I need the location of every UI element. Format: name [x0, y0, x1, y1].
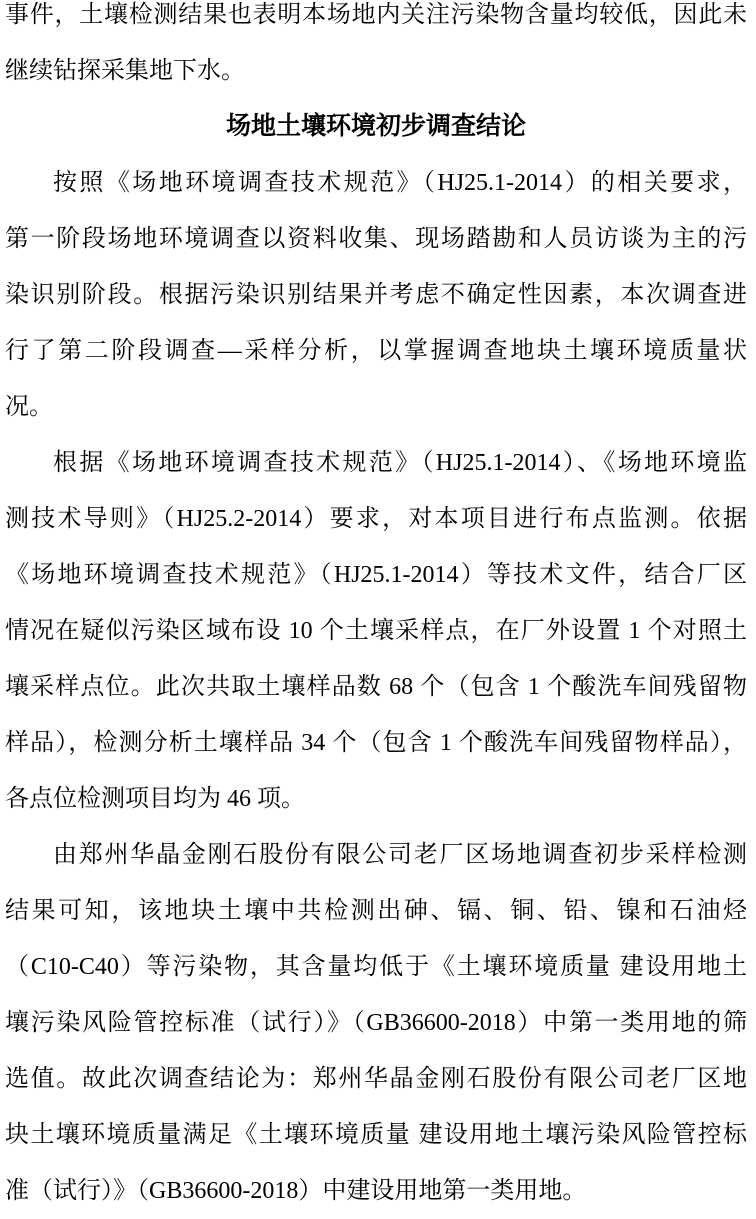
- text-line: 各点位检测项目均为 46 项。: [5, 786, 305, 812]
- text-line: 第一阶段场地环境调查以资料收集、现场踏勘和人员访谈为主的污: [5, 226, 747, 252]
- text-line: 染识别阶段。根据污染识别结果并考虑不确定性因素，本次调查进: [5, 282, 747, 308]
- text-line: 壤污染风险管控标准（试行）》（GB36600-2018）中第一类用地的筛: [5, 1010, 747, 1036]
- text-line: 选值。故此次调查结论为：郑州华晶金刚石股份有限公司老厂区地: [5, 1066, 747, 1092]
- text-line: 行了第二阶段调查—采样分析，以掌握调查地块土壤环境质量状: [5, 338, 747, 364]
- text-line: 情况在疑似污染区域布设 10 个土壤采样点，在厂外设置 1 个对照土: [5, 618, 747, 644]
- text-line: （C10-C40）等污染物，其含量均低于《土壤环境质量 建设用地土: [5, 954, 747, 980]
- text-line: 块土壤环境质量满足《土壤环境质量 建设用地土壤污染风险管控标: [5, 1122, 747, 1148]
- text-line: 况。: [5, 394, 53, 420]
- text-line: 由郑州华晶金刚石股份有限公司老厂区场地调查初步采样检测: [53, 842, 747, 868]
- text-line: 《场地环境调查技术规范》（HJ25.1-2014）等技术文件，结合厂区: [5, 562, 747, 588]
- text-line: 事件，土壤检测结果也表明本场地内关注污染物含量均较低，因此未: [5, 2, 747, 28]
- text-line: 准（试行）》（GB36600-2018）中建设用地第一类用地。: [5, 1178, 587, 1204]
- section-heading: 场地土壤环境初步调查结论: [225, 113, 526, 140]
- text-line: 继续钻探采集地下水。: [5, 58, 245, 84]
- text-line: 根据《场地环境调查技术规范》（HJ25.1-2014）、《场地环境监: [53, 450, 747, 476]
- text-line: 测技术导则》（HJ25.2-2014）要求，对本项目进行布点监测。依据: [5, 506, 747, 532]
- text-line: 结果可知，该地块土壤中共检测出砷、镉、铜、铅、镍和石油烃: [5, 898, 747, 924]
- text-line: 按照《场地环境调查技术规范》（HJ25.1-2014）的相关要求，: [53, 170, 747, 196]
- text-line: 壤采样点位。此次共取土壤样品数 68 个（包含 1 个酸洗车间残留物: [5, 674, 747, 700]
- text-line: 样品），检测分析土壤样品 34 个（包含 1 个酸洗车间残留物样品），: [5, 730, 747, 756]
